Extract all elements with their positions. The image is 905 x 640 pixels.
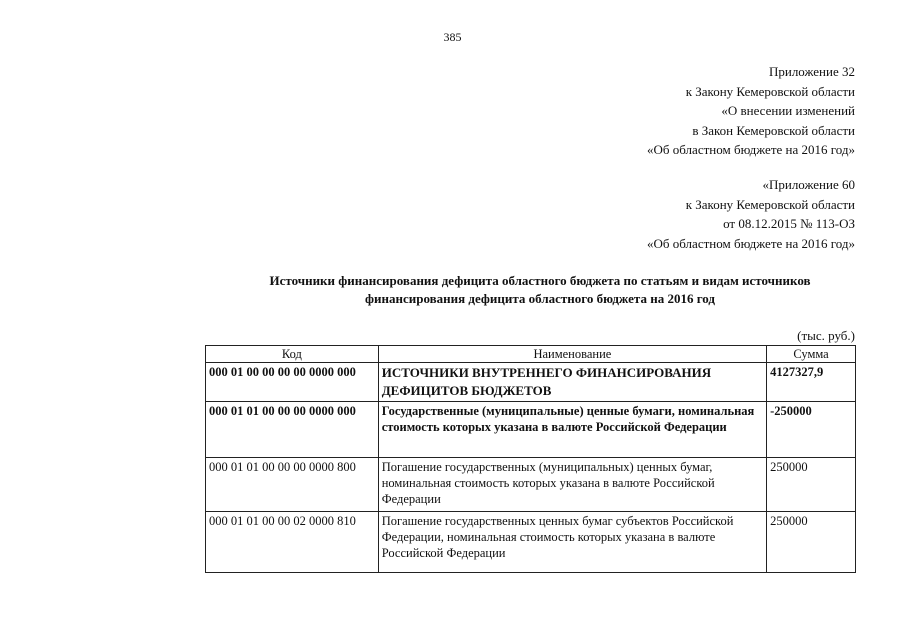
table-header-row [206,346,856,363]
appendix-line: «Об областном бюджете на 2016 год» [647,142,855,157]
header-sum: Сумма [767,346,856,363]
row-sum: 250000 [767,512,856,573]
table-row [206,402,856,458]
appendix-line: «Приложение 60 [762,177,855,192]
row-sum: 250000 [767,458,856,512]
appendix-line: «О внесении изменений [721,103,855,118]
appendix-line: Приложение 32 [768,64,855,79]
title-line: Источники финансирования дефицита областного бюджета по статьям и видам источников [269,273,811,288]
row-sum: 4127327,9 [767,363,856,402]
budget-sources-table [205,345,856,573]
appendix-line: «Об областном бюджете на 2016 год» [647,235,855,251]
appendix-line: в Закон Кемеровской области [692,122,855,138]
title-line: финансирования дефицита областного бюджета на 2016 год [365,291,715,306]
row-name: Погашение государственных ценных бумаг субъектов Российской Федерации, номинальная стоимость которых указана в валюте Российской Федерации [378,512,766,573]
appendix-line: к Закону Кемеровской области [685,196,855,212]
header-code: Код [206,346,379,363]
row-sum: -250000 [767,402,856,458]
row-name: Государственные (муниципальные) ценные бумаги, номинальная стоимость которых указана в валюте Российской Федерации [378,402,766,458]
units-label: (тыс. руб.) [797,328,855,343]
table-row [206,512,856,573]
table-row [206,363,856,402]
row-code: 000 01 00 00 00 00 0000 000 [206,363,379,402]
page-number: 385 [443,30,462,44]
row-code: 000 01 01 00 00 00 0000 800 [206,458,379,512]
row-code: 000 01 01 00 00 02 0000 810 [206,512,379,573]
appendix-line: к Закону Кемеровской области [685,83,855,99]
table-row [206,458,856,512]
header-name: Наименование [378,346,766,363]
appendix-32-header [455,62,855,160]
row-name: Погашение государственных (муниципальных) ценных бумаг, номинальная стоимость которых указана в валюте Российской Федерации [378,458,766,512]
row-name: ИСТОЧНИКИ ВНУТРЕННЕГО ФИНАНСИРОВАНИЯ ДЕФИЦИТОВ БЮДЖЕТОВ [378,363,766,402]
appendix-60-header [455,175,855,253]
appendix-line: от 08.12.2015 № 113-ОЗ [723,216,855,231]
document-title [200,272,880,308]
row-code: 000 01 01 00 00 00 0000 000 [206,402,379,458]
